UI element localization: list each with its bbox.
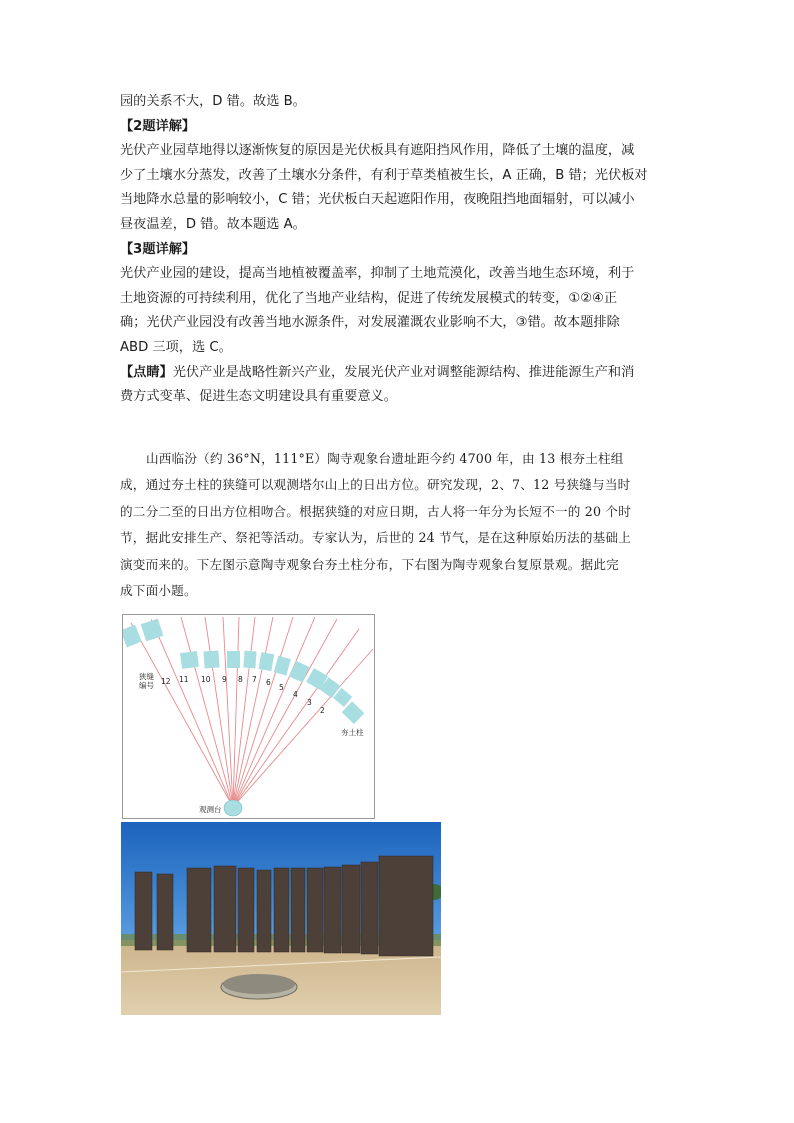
observatory-photo: [121, 822, 441, 1015]
story-line: 的二分二至的日出方位相吻合。根据狭缝的对应日期，古人将一年分为长短不一的 20 个时: [120, 503, 631, 519]
photo-pillar: [379, 856, 433, 956]
slit-number: 2: [320, 706, 325, 715]
slit-number: 3: [307, 698, 312, 707]
pillar: [180, 651, 199, 669]
tip-heading: 【点睛】: [120, 364, 173, 380]
q3-line: 确；光伏产业园没有改善当地水源条件，对发展灌溉农业影响不大，③错。故本题排除: [120, 315, 620, 331]
pillar-label: 夯土柱: [341, 728, 364, 737]
slit-number: 5: [279, 683, 284, 692]
q2-heading: 【2题详解】: [120, 118, 196, 134]
q3-heading: 【3题详解】: [120, 241, 196, 257]
photo-pillar: [238, 868, 254, 952]
story-line: 演变而来的。下左图示意陶寺观象台夯土柱分布，下右图为陶寺观象台复原景观。据此完: [120, 556, 619, 572]
slit-number: 8: [238, 675, 243, 684]
photo-pillar: [361, 862, 378, 954]
photo-pillar: [135, 872, 152, 950]
sight-rays: [131, 617, 373, 807]
observation-platform: [224, 800, 242, 816]
slit-number: 7: [252, 675, 257, 684]
slit-number: 10: [201, 675, 211, 684]
answer-line-0: 园的关系不大，D 错。故选 B。: [120, 94, 306, 109]
q3-line: 光伏产业园的建设，提高当地植被覆盖率，抑制了土地荒漠化，改善当地生态环境，利于: [120, 266, 635, 282]
q2-line: 光伏产业园草地得以逐渐恢复的原因是光伏板具有遮阳挡风作用，降低了土壤的温度，减: [120, 143, 635, 159]
answer-section: [120, 90, 680, 410]
q2-line: 昼夜温差，D 错。故本题选 A。: [120, 216, 306, 232]
story-line: 成下面小题。: [120, 583, 197, 599]
sight-ray: [233, 617, 315, 807]
sight-ray: [205, 617, 233, 807]
sight-ray: [181, 617, 233, 807]
pillar: [259, 652, 275, 671]
slit-number: 9: [222, 675, 227, 684]
photo-pillar: [157, 874, 173, 950]
slit-number: 6: [266, 678, 271, 687]
pillar: [243, 651, 256, 669]
photo-pillar: [324, 867, 341, 953]
q2-line: 少了土壤水分蒸发，改善了土壤水分条件，有利于草类植被生长，A 正确，B 错；光伏板对: [120, 167, 648, 183]
q2-line: 当地降水总量的影响较小，C 错；光伏板白天起遮阳作用，夜晚阻挡地面辐射，可以减小: [120, 192, 635, 208]
platform-top: [223, 974, 295, 994]
story-line: 节，据此安排生产、祭祀等活动。专家认为，后世的 24 节气，是在这种原始历法的基础上: [120, 530, 631, 546]
story-paragraph: [120, 446, 680, 604]
slit-label-line1: 狭缝: [139, 672, 154, 681]
pillar: [227, 651, 240, 668]
tip-text: 光伏产业是战略性新兴产业，发展光伏产业对调整能源结构、推进能源生产和消: [172, 364, 635, 380]
sight-ray: [223, 617, 233, 807]
slit-number: 12: [161, 677, 171, 686]
tip-line-0: [120, 361, 680, 386]
photo-pillar: [342, 865, 360, 953]
story-line: 成，通过夯土柱的狭缝可以观测塔尔山上的日出方位。研究发现，2、7、12 号狭缝与当时: [120, 477, 631, 493]
story-line: 山西临汾（约 36°N，111°E）陶寺观象台遗址距今约 4700 年，由 13 根夯土柱组: [146, 451, 624, 466]
sight-ray: [151, 619, 233, 807]
photo-pillar: [187, 868, 211, 952]
tip-line: 费方式变革、促进生态文明建设具有重要意义。: [120, 389, 397, 405]
pillar: [123, 625, 142, 648]
photo-pillar: [307, 868, 323, 952]
slit-number: 4: [293, 690, 298, 699]
slit-number: 11: [179, 675, 189, 684]
photo-pillar: [257, 870, 271, 952]
slit-label-line2: 编号: [139, 681, 154, 690]
pillar: [289, 661, 310, 683]
observatory-photo-svg: [121, 822, 441, 1015]
q3-line: ABD 三项，选 C。: [120, 339, 232, 355]
photo-pillar: [291, 868, 305, 952]
pillar: [141, 619, 164, 642]
sight-ray: [233, 617, 293, 807]
pillar: [203, 650, 219, 668]
pillar: [274, 656, 291, 676]
photo-pillar: [274, 868, 289, 952]
observatory-label: 观测台: [199, 805, 222, 814]
q3-line: 土地资源的可持续利用，优化了当地产业结构，促进了传统发展模式的转变，①②④正: [120, 290, 618, 306]
observatory-diagram: [122, 614, 375, 819]
observatory-diagram-svg: [123, 615, 374, 818]
photo-pillar: [214, 866, 236, 952]
